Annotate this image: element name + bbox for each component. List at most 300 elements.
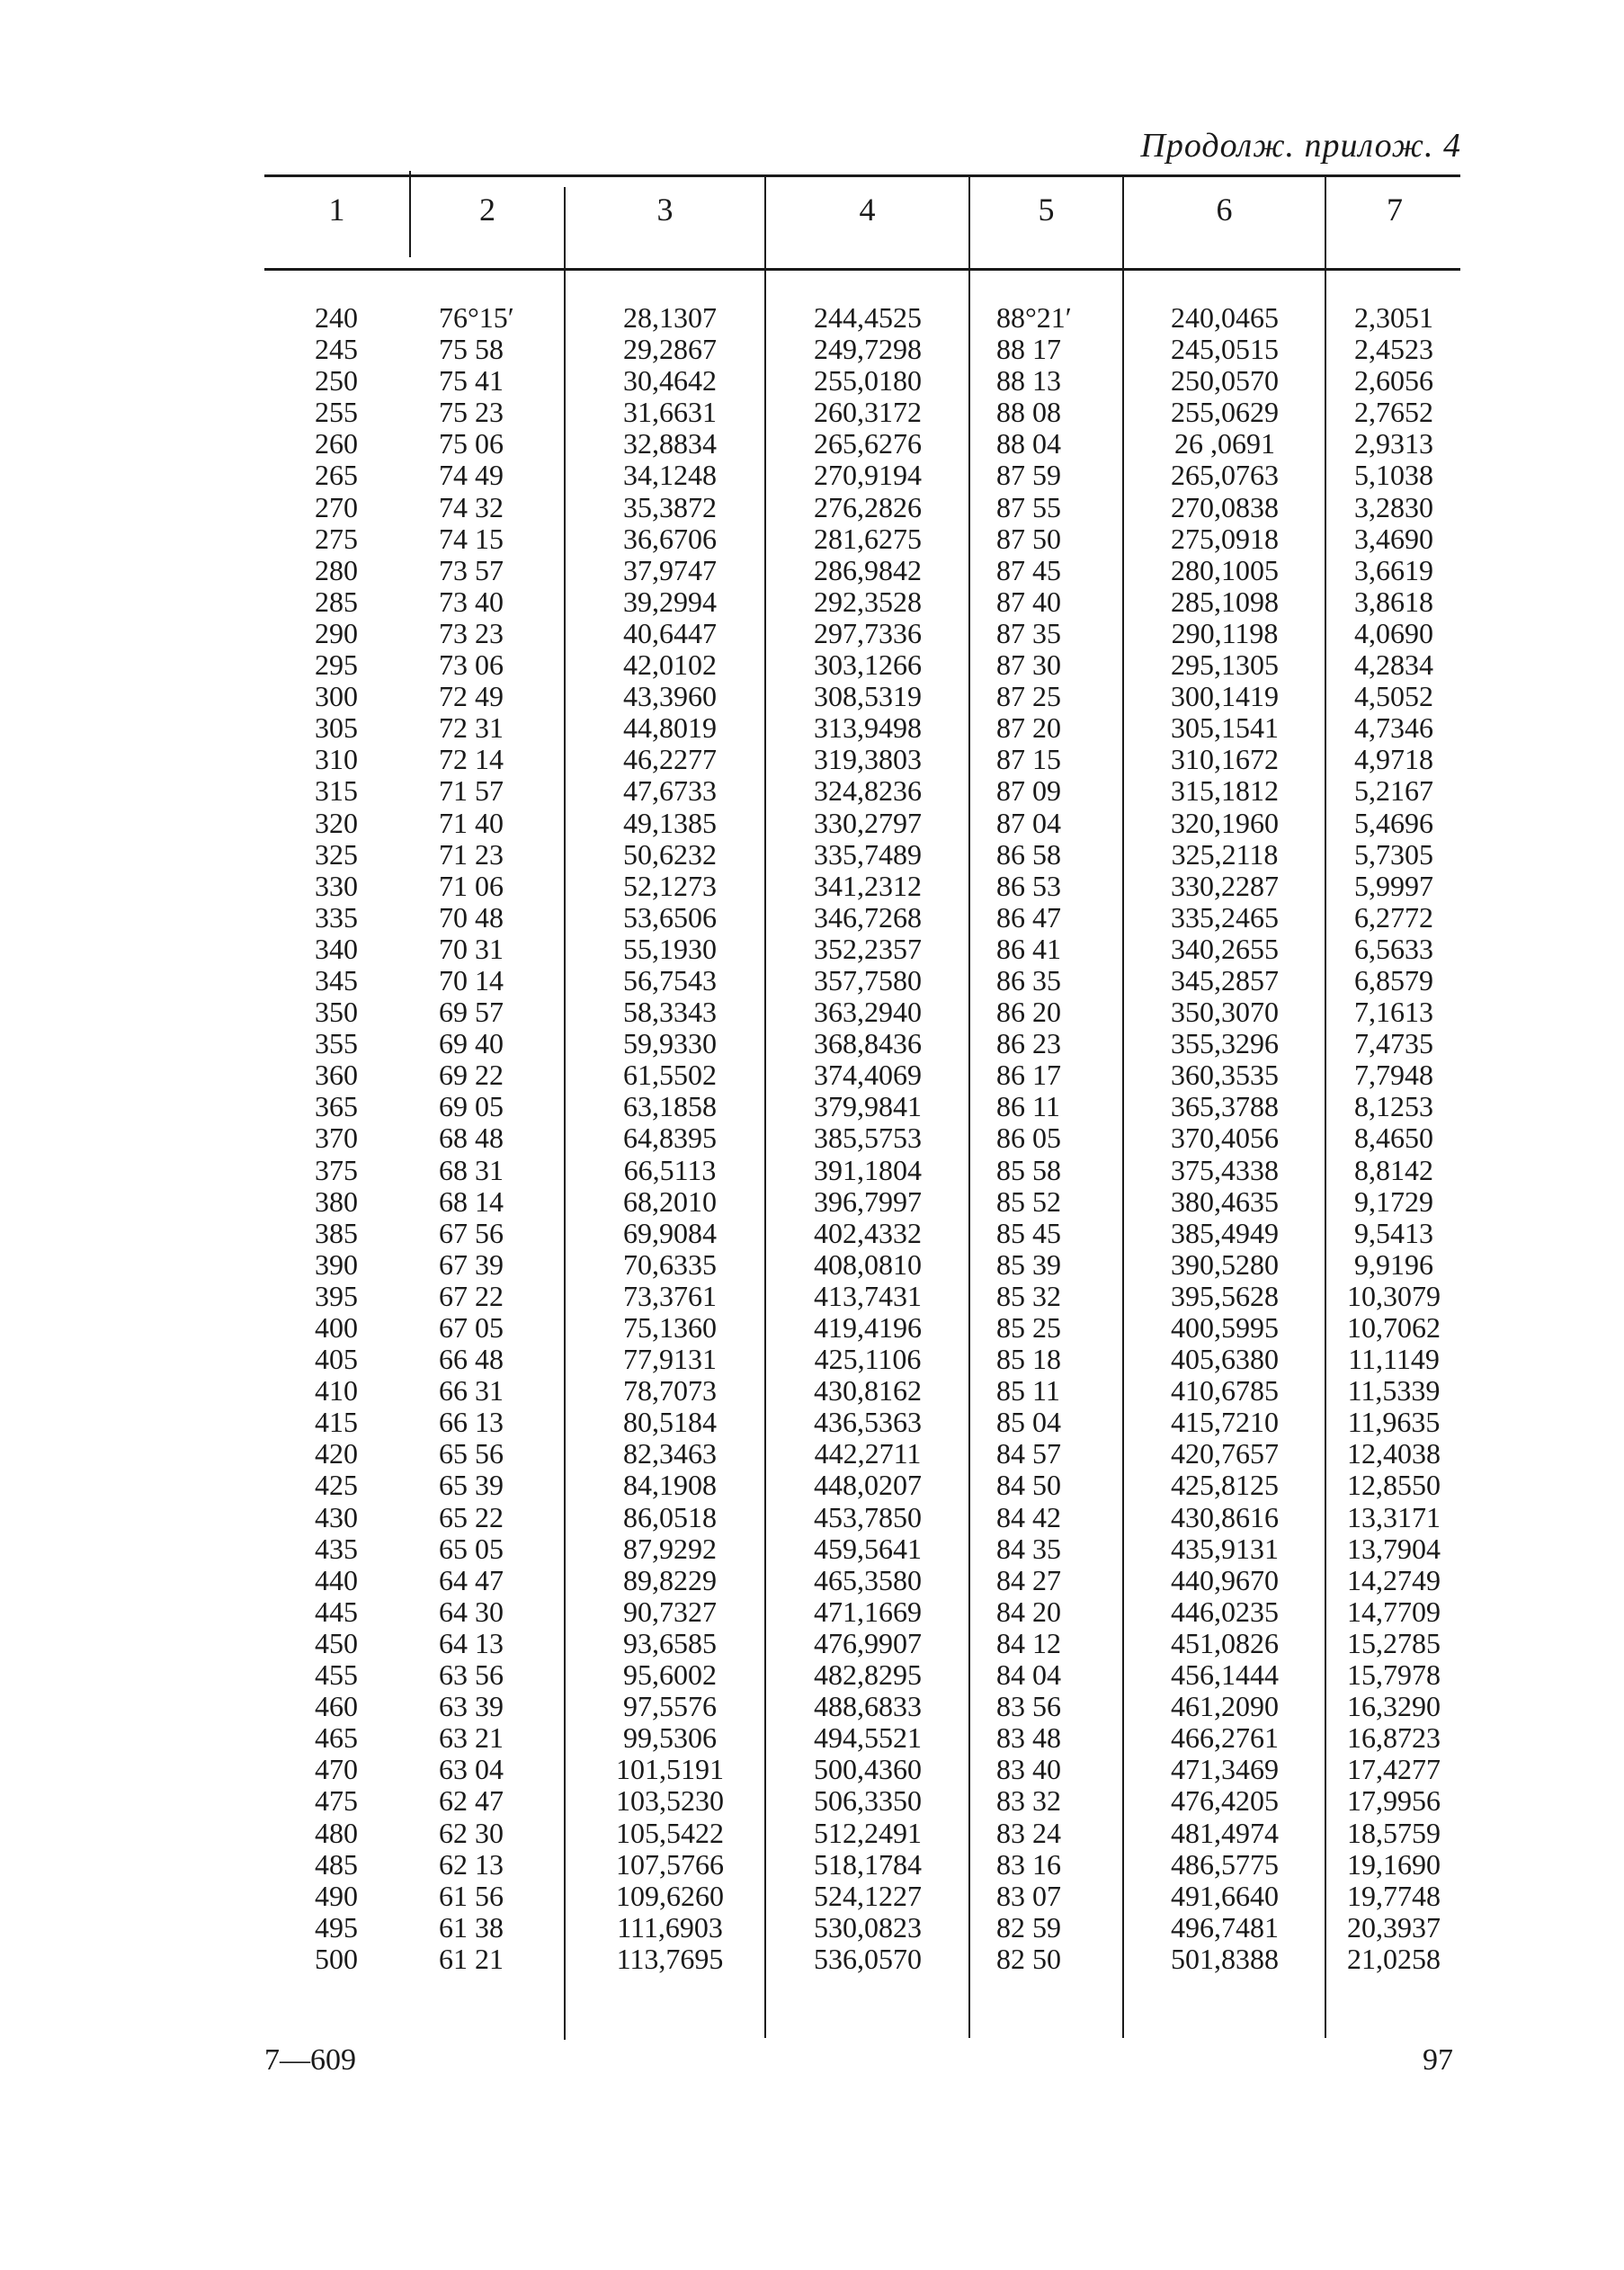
table-cell: 436,5363 <box>814 1406 922 1439</box>
table-cell: 113,7695 <box>616 1942 724 1975</box>
table-cell: 2,9313 <box>1354 427 1433 460</box>
table-cell: 486,5775 <box>1171 1847 1279 1881</box>
table-cell: 30,4642 <box>623 364 717 398</box>
table-cell: 70 14 <box>439 963 504 996</box>
table-cell: 93,6585 <box>623 1626 717 1659</box>
page-number: 97 <box>1423 2043 1453 2077</box>
table-cell: 40,6447 <box>623 616 717 649</box>
table-cell: 16,3290 <box>1347 1690 1441 1723</box>
table-cell: 6,2772 <box>1354 900 1433 934</box>
table-cell: 275 <box>315 522 358 555</box>
table-cell: 31,6631 <box>623 396 717 429</box>
table-cell: 4,0690 <box>1354 616 1433 649</box>
table-cell: 12,4038 <box>1347 1437 1441 1470</box>
table-cell: 297,7336 <box>814 616 922 649</box>
table-cell: 69,9084 <box>623 1216 717 1249</box>
column-header: 1 <box>328 192 345 228</box>
table-cell: 488,6833 <box>814 1690 922 1723</box>
table-cell: 391,1804 <box>814 1153 922 1186</box>
table-cell: 5,4696 <box>1354 806 1433 839</box>
table-cell: 65 05 <box>439 1532 504 1565</box>
table-cell: 64 30 <box>439 1595 504 1628</box>
table-column-2 <box>439 302 560 1975</box>
table-cell: 275,0918 <box>1171 522 1279 555</box>
table-cell: 63 39 <box>439 1690 504 1723</box>
table-cell: 425 <box>315 1469 358 1502</box>
table-cell: 7,4735 <box>1354 1027 1433 1060</box>
table-cell: 451,0826 <box>1171 1626 1279 1659</box>
table-cell: 440,9670 <box>1171 1563 1279 1596</box>
table-cell: 357,7580 <box>814 963 922 996</box>
table-column-6 <box>1135 302 1315 1975</box>
column-header: 7 <box>1387 192 1403 228</box>
table-cell: 28,1307 <box>623 301 717 334</box>
table-cell: 3,6619 <box>1354 553 1433 586</box>
table-cell: 430 <box>315 1500 358 1533</box>
table-cell: 290,1198 <box>1171 616 1279 649</box>
table-cell: 425,1106 <box>814 1343 922 1376</box>
table-cell: 310 <box>315 743 358 776</box>
table-cell: 346,7268 <box>814 900 922 934</box>
column-header: 4 <box>859 192 876 228</box>
table-cell: 363,2940 <box>814 996 922 1029</box>
table-cell: 65 39 <box>439 1469 504 1502</box>
table-cell: 476,4205 <box>1171 1784 1279 1818</box>
table-cell: 56,7543 <box>623 963 717 996</box>
table-cell: 285,1098 <box>1171 585 1279 618</box>
table-cell: 448,0207 <box>814 1469 922 1502</box>
table-cell: 69 22 <box>439 1059 504 1092</box>
column-header: 2 <box>479 192 495 228</box>
table-cell: 101,5191 <box>616 1753 724 1786</box>
table-cell: 16,8723 <box>1347 1721 1441 1755</box>
table-cell: 345 <box>315 963 358 996</box>
table-cell: 245,0515 <box>1171 333 1279 366</box>
table-cell: 69 57 <box>439 996 504 1029</box>
table-cell: 335 <box>315 900 358 934</box>
table-cell: 453,7850 <box>814 1500 922 1533</box>
table-cell: 400 <box>315 1311 358 1344</box>
table-cell: 250,0570 <box>1171 364 1279 398</box>
table-cell: 63 04 <box>439 1753 504 1786</box>
table-cell: 365,3788 <box>1171 1090 1279 1123</box>
table-cell: 36,6706 <box>623 522 717 555</box>
table-cell: 61,5502 <box>623 1059 717 1092</box>
table-cell: 2,4523 <box>1354 333 1433 366</box>
table-cell: 85 04 <box>996 1406 1061 1439</box>
table-cell: 315 <box>315 774 358 808</box>
table-cell: 385,5753 <box>814 1122 922 1155</box>
table-cell: 270 <box>315 490 358 523</box>
table-cell: 370 <box>315 1122 358 1155</box>
table-cell: 445 <box>315 1595 358 1628</box>
table-cell: 385,4949 <box>1171 1216 1279 1249</box>
table-cell: 324,8236 <box>814 774 922 808</box>
table-cell: 3,2830 <box>1354 490 1433 523</box>
table-cell: 410 <box>315 1374 358 1408</box>
table-cell: 330 <box>315 869 358 902</box>
table-cell: 85 52 <box>996 1184 1061 1218</box>
table-cell: 88°21′ <box>996 301 1072 334</box>
table-cell: 26 ,0691 <box>1174 427 1275 460</box>
table-cell: 63,1858 <box>623 1090 717 1123</box>
table-cell: 506,3350 <box>814 1784 922 1818</box>
table-cell: 84 57 <box>996 1437 1061 1470</box>
table-cell: 82 50 <box>996 1942 1061 1975</box>
table-cell: 18,5759 <box>1347 1816 1441 1849</box>
table-cell: 325 <box>315 837 358 871</box>
table-cell: 455 <box>315 1658 358 1692</box>
table-cell: 335,2465 <box>1171 900 1279 934</box>
table-cell: 46,2277 <box>623 743 717 776</box>
table-column-3 <box>580 302 760 1975</box>
table-cell: 281,6275 <box>814 522 922 555</box>
table-cell: 465 <box>315 1721 358 1755</box>
table-cell: 86 47 <box>996 900 1061 934</box>
table-cell: 6,8579 <box>1354 963 1433 996</box>
header-bottom-rule <box>264 268 1460 271</box>
table-cell: 72 49 <box>439 680 504 713</box>
table-cell: 70,6335 <box>623 1247 717 1281</box>
table-cell: 64,8395 <box>623 1122 717 1155</box>
table-cell: 87 59 <box>996 459 1061 492</box>
table-cell: 53,6506 <box>623 900 717 934</box>
table-cell: 5,9997 <box>1354 869 1433 902</box>
table-cell: 63 21 <box>439 1721 504 1755</box>
table-cell: 83 24 <box>996 1816 1061 1849</box>
table-cell: 313,9498 <box>814 711 922 745</box>
table-cell: 270,0838 <box>1171 490 1279 523</box>
table-cell: 530,0823 <box>814 1910 922 1944</box>
table-cell: 375 <box>315 1153 358 1186</box>
table-cell: 85 45 <box>996 1216 1061 1249</box>
table-cell: 9,5413 <box>1354 1216 1433 1249</box>
table-cell: 303,1266 <box>814 648 922 682</box>
table-cell: 75 58 <box>439 333 504 366</box>
table-cell: 87 45 <box>996 553 1061 586</box>
table-cell: 244,4525 <box>814 301 922 334</box>
table-cell: 87 40 <box>996 585 1061 618</box>
column-divider <box>968 176 970 2038</box>
table-cell: 86 41 <box>996 932 1061 965</box>
table-cell: 368,8436 <box>814 1027 922 1060</box>
table-column-5 <box>996 302 1118 1975</box>
table-cell: 62 13 <box>439 1847 504 1881</box>
table-cell: 300,1419 <box>1171 680 1279 713</box>
table-cell: 295,1305 <box>1171 648 1279 682</box>
table-cell: 308,5319 <box>814 680 922 713</box>
column-header: 3 <box>656 192 674 228</box>
table-cell: 21,0258 <box>1347 1942 1441 1975</box>
table-cell: 85 25 <box>996 1311 1061 1344</box>
table-cell: 75 06 <box>439 427 504 460</box>
table-cell: 66,5113 <box>623 1153 717 1186</box>
table-cell: 107,5766 <box>616 1847 724 1881</box>
table-cell: 512,2491 <box>814 1816 922 1849</box>
header-top-rule <box>264 174 1460 177</box>
table-cell: 240 <box>315 301 358 334</box>
table-cell: 87,9292 <box>623 1532 717 1565</box>
table-cell: 67 05 <box>439 1311 504 1344</box>
table-cell: 8,8142 <box>1354 1153 1433 1186</box>
table-cell: 4,5052 <box>1354 680 1433 713</box>
table-cell: 425,8125 <box>1171 1469 1279 1502</box>
table-cell: 402,4332 <box>814 1216 922 1249</box>
table-cell: 265,6276 <box>814 427 922 460</box>
table-cell: 475 <box>315 1784 358 1818</box>
column-divider <box>564 187 566 2040</box>
table-cell: 396,7997 <box>814 1184 922 1218</box>
table-cell: 83 56 <box>996 1690 1061 1723</box>
table-cell: 88 08 <box>996 396 1061 429</box>
table-cell: 66 31 <box>439 1374 504 1408</box>
table-cell: 408,0810 <box>814 1247 922 1281</box>
table-cell: 86 58 <box>996 837 1061 871</box>
table-cell: 86 20 <box>996 996 1061 1029</box>
table-cell: 32,8834 <box>623 427 717 460</box>
table-cell: 2,3051 <box>1354 301 1433 334</box>
table-cell: 420,7657 <box>1171 1437 1279 1470</box>
table-cell: 355,3296 <box>1171 1027 1279 1060</box>
table-cell: 10,7062 <box>1347 1311 1441 1344</box>
table-cell: 5,7305 <box>1354 837 1433 871</box>
table-cell: 111,6903 <box>617 1910 723 1944</box>
table-cell: 75 23 <box>439 396 504 429</box>
table-cell: 496,7481 <box>1171 1910 1279 1944</box>
table-cell: 61 38 <box>439 1910 504 1944</box>
table-cell: 44,8019 <box>623 711 717 745</box>
table-column-7 <box>1331 302 1457 1975</box>
table-cell: 47,6733 <box>623 774 717 808</box>
table-cell: 84 27 <box>996 1563 1061 1596</box>
table-cell: 470 <box>315 1753 358 1786</box>
table-cell: 350 <box>315 996 358 1029</box>
table-cell: 62 47 <box>439 1784 504 1818</box>
table-cell: 380,4635 <box>1171 1184 1279 1218</box>
table-cell: 42,0102 <box>623 648 717 682</box>
table-cell: 85 32 <box>996 1279 1061 1312</box>
table-cell: 430,8162 <box>814 1374 922 1408</box>
table-cell: 85 58 <box>996 1153 1061 1186</box>
table-cell: 55,1930 <box>623 932 717 965</box>
table-cell: 83 32 <box>996 1784 1061 1818</box>
table-cell: 76°15′ <box>439 301 514 334</box>
table-cell: 340 <box>315 932 358 965</box>
table-cell: 352,2357 <box>814 932 922 965</box>
table-cell: 73 57 <box>439 553 504 586</box>
table-cell: 420 <box>315 1437 358 1470</box>
table-cell: 466,2761 <box>1171 1721 1279 1755</box>
table-cell: 292,3528 <box>814 585 922 618</box>
table-cell: 500,4360 <box>814 1753 922 1786</box>
table-cell: 15,2785 <box>1347 1626 1441 1659</box>
table-cell: 11,9635 <box>1347 1406 1441 1439</box>
table-cell: 440 <box>315 1563 358 1596</box>
table-cell: 305 <box>315 711 358 745</box>
table-cell: 265 <box>315 459 358 492</box>
table-cell: 66 13 <box>439 1406 504 1439</box>
table-cell: 80,5184 <box>623 1406 717 1439</box>
table-cell: 491,6640 <box>1171 1879 1279 1912</box>
table-cell: 105,5422 <box>616 1816 724 1849</box>
table-cell: 86 17 <box>996 1059 1061 1092</box>
table-cell: 71 57 <box>439 774 504 808</box>
table-cell: 295 <box>315 648 358 682</box>
table-cell: 99,5306 <box>623 1721 717 1755</box>
table-cell: 84,1908 <box>623 1469 717 1502</box>
column-divider <box>1122 176 1124 2038</box>
table-cell: 446,0235 <box>1171 1595 1279 1628</box>
table-cell: 61 56 <box>439 1879 504 1912</box>
table-cell: 75 41 <box>439 364 504 398</box>
table-cell: 71 06 <box>439 869 504 902</box>
table-cell: 250 <box>315 364 358 398</box>
table-cell: 84 12 <box>996 1626 1061 1659</box>
table-cell: 260 <box>315 427 358 460</box>
table-cell: 85 39 <box>996 1247 1061 1281</box>
table-cell: 52,1273 <box>623 869 717 902</box>
table-cell: 84 42 <box>996 1500 1061 1533</box>
table-cell: 43,3960 <box>623 680 717 713</box>
table-cell: 74 15 <box>439 522 504 555</box>
table-cell: 410,6785 <box>1171 1374 1279 1408</box>
table-cell: 320 <box>315 806 358 839</box>
table-cell: 7,1613 <box>1354 996 1433 1029</box>
table-cell: 310,1672 <box>1171 743 1279 776</box>
table-cell: 68,2010 <box>623 1184 717 1218</box>
table-cell: 87 50 <box>996 522 1061 555</box>
table-cell: 13,7904 <box>1347 1532 1441 1565</box>
table-cell: 315,1812 <box>1171 774 1279 808</box>
table-cell: 494,5521 <box>814 1721 922 1755</box>
table-cell: 330,2287 <box>1171 869 1279 902</box>
table-cell: 77,9131 <box>623 1343 717 1376</box>
table-cell: 319,3803 <box>814 743 922 776</box>
table-cell: 442,2711 <box>814 1437 922 1470</box>
table-cell: 17,9956 <box>1347 1784 1441 1818</box>
table-cell: 87 04 <box>996 806 1061 839</box>
table-cell: 365 <box>315 1090 358 1123</box>
table-cell: 419,4196 <box>814 1311 922 1344</box>
table-cell: 62 30 <box>439 1816 504 1849</box>
table-cell: 74 49 <box>439 459 504 492</box>
table-cell: 34,1248 <box>623 459 717 492</box>
table-cell: 49,1385 <box>623 806 717 839</box>
table-cell: 75,1360 <box>623 1311 717 1344</box>
table-cell: 5,1038 <box>1354 459 1433 492</box>
table-cell: 88 13 <box>996 364 1061 398</box>
table-cell: 87 55 <box>996 490 1061 523</box>
table-cell: 390,5280 <box>1171 1247 1279 1281</box>
table-cell: 82 59 <box>996 1910 1061 1944</box>
table-cell: 84 50 <box>996 1469 1061 1502</box>
table-cell: 476,9907 <box>814 1626 922 1659</box>
table-cell: 73 40 <box>439 585 504 618</box>
table-cell: 430,8616 <box>1171 1500 1279 1533</box>
table-cell: 9,1729 <box>1354 1184 1433 1218</box>
table-cell: 83 48 <box>996 1721 1061 1755</box>
table-cell: 87 09 <box>996 774 1061 808</box>
table-cell: 465,3580 <box>814 1563 922 1596</box>
table-cell: 14,2749 <box>1347 1563 1441 1596</box>
table-cell: 89,8229 <box>623 1563 717 1596</box>
table-cell: 10,3079 <box>1347 1279 1441 1312</box>
table-cell: 265,0763 <box>1171 459 1279 492</box>
table-cell: 20,3937 <box>1347 1910 1441 1944</box>
table-cell: 320,1960 <box>1171 806 1279 839</box>
table-cell: 39,2994 <box>623 585 717 618</box>
table-cell: 86,0518 <box>623 1500 717 1533</box>
table-cell: 19,7748 <box>1347 1879 1441 1912</box>
table-cell: 11,5339 <box>1347 1374 1441 1408</box>
table-cell: 67 56 <box>439 1216 504 1249</box>
table-cell: 74 32 <box>439 490 504 523</box>
table-cell: 50,6232 <box>623 837 717 871</box>
table-cell: 97,5576 <box>623 1690 717 1723</box>
table-cell: 518,1784 <box>814 1847 922 1881</box>
table-cell: 84 20 <box>996 1595 1061 1628</box>
table-cell: 67 22 <box>439 1279 504 1312</box>
table-cell: 524,1227 <box>814 1879 922 1912</box>
table-column-4 <box>778 302 958 1975</box>
table-cell: 270,9194 <box>814 459 922 492</box>
table-cell: 450 <box>315 1626 358 1659</box>
table-cell: 374,4069 <box>814 1059 922 1092</box>
table-cell: 87 25 <box>996 680 1061 713</box>
table-cell: 390 <box>315 1247 358 1281</box>
table-cell: 73 06 <box>439 648 504 682</box>
table-cell: 68 31 <box>439 1153 504 1186</box>
table-cell: 8,1253 <box>1354 1090 1433 1123</box>
table-cell: 355 <box>315 1027 358 1060</box>
table-cell: 4,9718 <box>1354 743 1433 776</box>
table-cell: 69 05 <box>439 1090 504 1123</box>
table-cell: 71 40 <box>439 806 504 839</box>
table-cell: 84 35 <box>996 1532 1061 1565</box>
table-cell: 86 23 <box>996 1027 1061 1060</box>
table-cell: 285 <box>315 585 358 618</box>
column-header: 6 <box>1216 192 1233 228</box>
table-cell: 2,6056 <box>1354 364 1433 398</box>
table-cell: 109,6260 <box>616 1879 724 1912</box>
table-cell: 276,2826 <box>814 490 922 523</box>
table-cell: 415 <box>315 1406 358 1439</box>
table-cell: 64 47 <box>439 1563 504 1596</box>
table-cell: 5,2167 <box>1354 774 1433 808</box>
table-cell: 88 04 <box>996 427 1061 460</box>
footer-signature: 7—609 <box>264 2043 356 2077</box>
table-cell: 90,7327 <box>623 1595 717 1628</box>
table-cell: 380 <box>315 1184 358 1218</box>
table-cell: 330,2797 <box>814 806 922 839</box>
table-cell: 375,4338 <box>1171 1153 1279 1186</box>
table-cell: 335,7489 <box>814 837 922 871</box>
table-cell: 72 31 <box>439 711 504 745</box>
table-cell: 19,1690 <box>1347 1847 1441 1881</box>
table-cell: 86 05 <box>996 1122 1061 1155</box>
table-cell: 87 15 <box>996 743 1061 776</box>
table-cell: 83 40 <box>996 1753 1061 1786</box>
table-cell: 345,2857 <box>1171 963 1279 996</box>
table-cell: 7,7948 <box>1354 1059 1433 1092</box>
table-cell: 379,9841 <box>814 1090 922 1123</box>
table-cell: 260,3172 <box>814 396 922 429</box>
table-cell: 459,5641 <box>814 1532 922 1565</box>
table-cell: 4,7346 <box>1354 711 1433 745</box>
table-cell: 350,3070 <box>1171 996 1279 1029</box>
table-cell: 35,3872 <box>623 490 717 523</box>
table-cell: 400,5995 <box>1171 1311 1279 1344</box>
